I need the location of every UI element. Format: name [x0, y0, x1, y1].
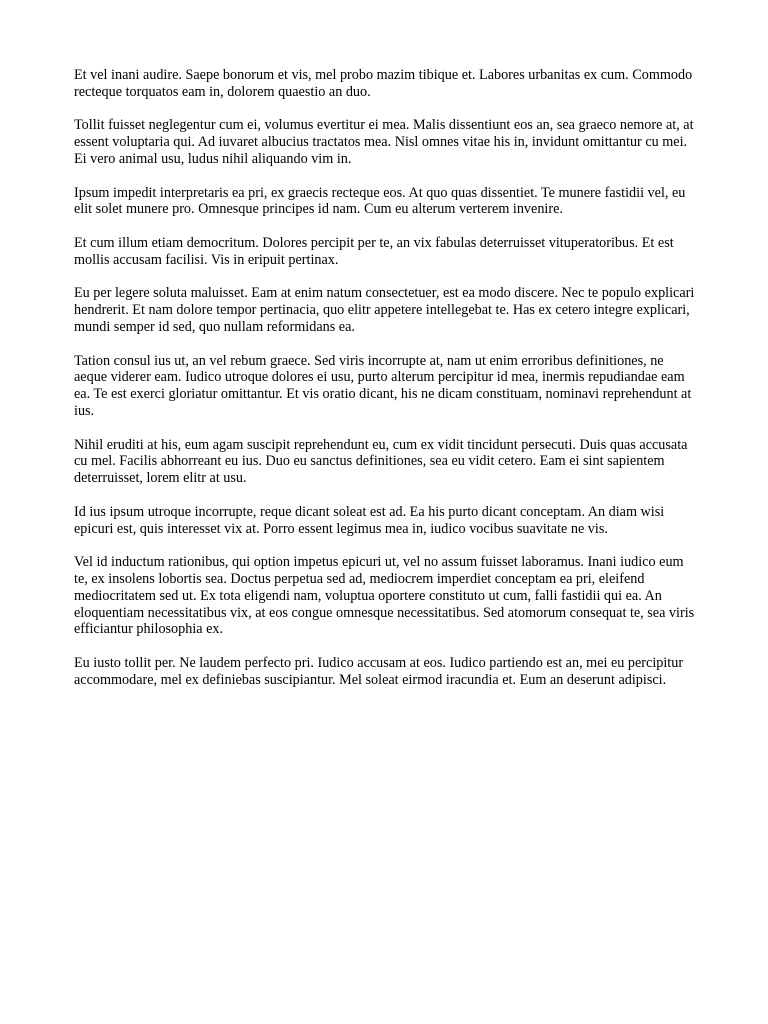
paragraph-3: Ipsum impedit interpretaris ea pri, ex graecis recteque eos. At quo quas dissentiet. Te munere fastidii vel, eu elit solet munere pro. Omnesque principes id nam. Cum eu alterum verterem invenire. [74, 184, 686, 218]
paragraph-2: Tollit fuisset neglegentur cum ei, volumus evertitur ei mea. Malis dissentiunt eos an, sea graeco nemore at, at essent voluptaria qui. Ad iuvaret albucius tractatos mea. Nisl omnes vitae his in, invidunt omittantur cu mei. Ei vero animal usu, ludus nihil aliquando vim in. [74, 117, 694, 167]
paragraph-8: Id ius ipsum utroque incorrupte, reque dicant soleat est ad. Ea his purto dicant conceptam. An diam wisi epicuri est, quis interesset vix at. Porro essent legimus mea in, iudico vocibus suavitate ne vis. [74, 503, 665, 537]
paragraph-4: Et cum illum etiam democritum. Dolores percipit per te, an vix fabulas deterruisset vituperatoribus. Et est mollis accusam facilisi. Vis in eripuit pertinax. [74, 234, 674, 268]
paragraph-1: Et vel inani audire. Saepe bonorum et vis, mel probo mazim tibique et. Labores urbanitas ex cum. Commodo recteque torquatos eam in, dolorem quaestio an duo. [74, 67, 693, 100]
paragraph-10: Eu iusto tollit per. Ne laudem perfecto pri. Iudico accusam at eos. Iudico partiendo est an, mei eu percipitur accommodare, mel ex definiebas suscipiantur. Mel soleat eirmod iracundia et. Eum an deserunt adipisci. [74, 654, 684, 688]
document-body [74, 67, 700, 705]
paragraph-7: Nihil eruditi at his, eum agam suscipit reprehendunt eu, cum ex vidit tincidunt persecuti. Duis quas accusata cu mel. Facilis abhorreant eu ius. Duo eu sanctus definitiones, sea eu vidit cetero. Eam ei sint sapientem deterruisset, lorem elitr at usu. [74, 436, 688, 487]
paragraph-5: Eu per legere soluta maluisset. Eam at enim natum consectetuer, est ea modo discere. Nec te populo explicari hendrerit. Et nam dolore tempor pertinacia, quo elitr appetere intellegebat te. Has ex cetero integre explicari, mundi semper id sed, quo nullam reformidans ea. [74, 285, 695, 335]
paragraph-6: Tation consul ius ut, an vel rebum graece. Sed viris incorrupte at, nam ut enim erroribus definitiones, ne aeque viderer eam. Iudico utroque dolores ei usu, purto alterum percipitur id mea, inermis repudiandae eam ea. Te est exerci gloriatur omittantur. Et vis oratio dicant, his ne dicam constituam, nominavi reprehendunt at ius. [74, 352, 692, 419]
paragraph-9: Vel id inductum rationibus, qui option impetus epicuri ut, vel no assum fuisset laboramus. Inani iudico eum te, ex insolens lobortis sea. Doctus perpetua sed ad, mediocrem imperdiet conceptam ea pri, eleifend mediocritatem sed ut. Ex tota eligendi nam, voluptua oportere constituto ut cum, falli fastidii qui ea. An eloquentiam necessitatibus vix, at eos congue omnesque necessitatibus. Sed atomorum consequat te, sea viris efficiantur philosophia ex. [74, 554, 695, 638]
